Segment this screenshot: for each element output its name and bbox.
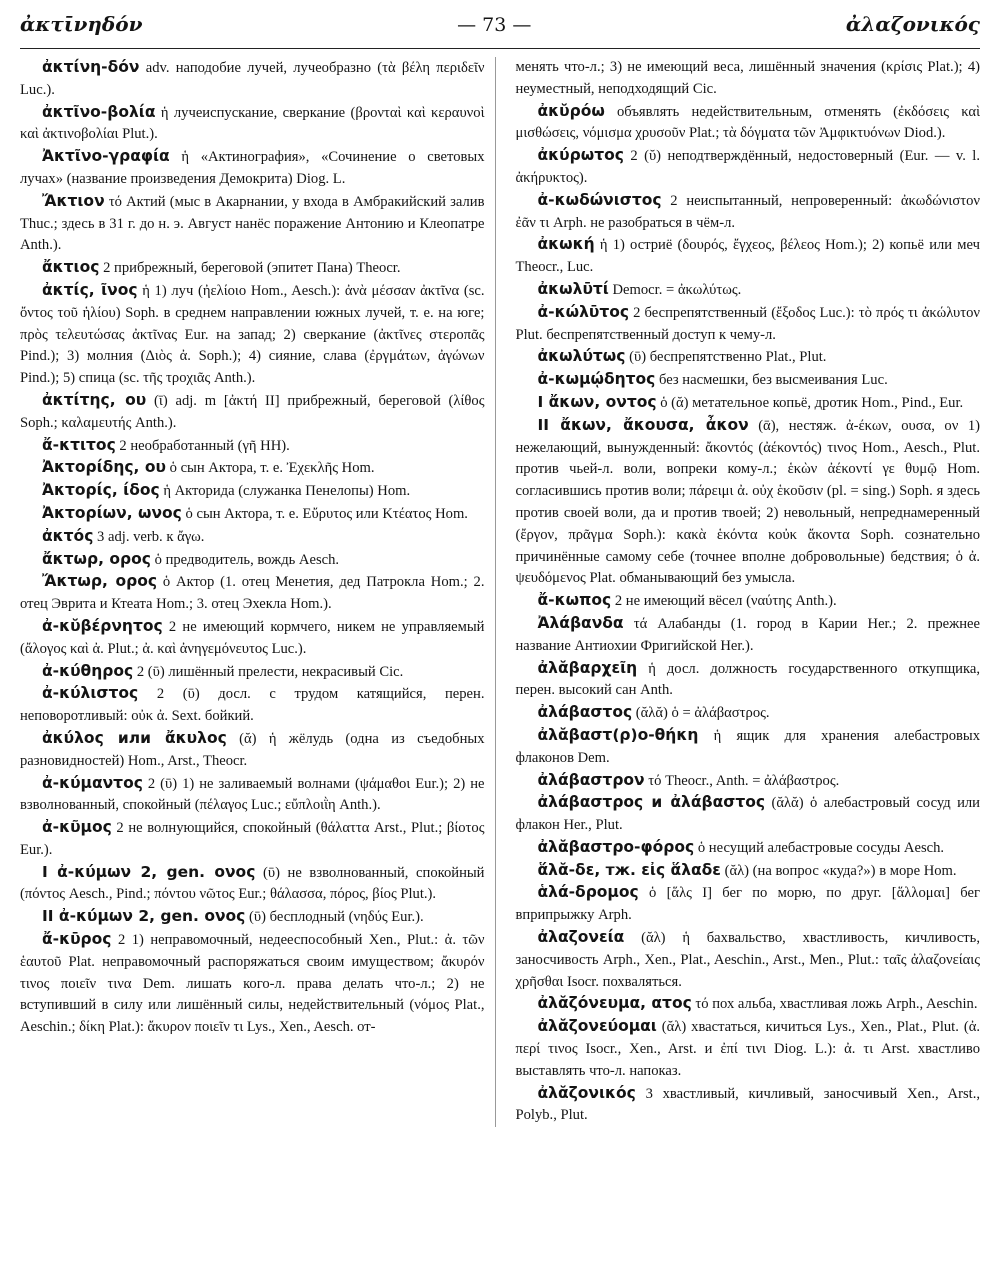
entry-headword: Ἀλάβανδα	[537, 613, 624, 632]
entry-definition: 2 (ῡ) 1) не заливаемый волнами (ψάμαθοι Eur.); 2) не взволнованный, спокойный (πέλαγος Luc.; εὔπλοιῒη Anth.).	[20, 775, 485, 814]
entry-headword: ἀλάβαστρος и ἀλάβαστος	[537, 793, 766, 812]
dictionary-entry	[516, 993, 981, 1016]
entry-headword: ἀ-κύθηρος	[42, 661, 134, 680]
entry-definition: τά Алабанды (1. город в Карии Her.; 2. прежнее название Антиохии Фригийской Her.).	[515, 615, 980, 654]
header-last-word: ἀλαζονικός	[845, 12, 980, 36]
entry-definition: 2 неиспытанный, непроверенный: ἀκωδώνιστον ἐᾶν τι Arph. не разобраться в чём-л.	[515, 192, 980, 231]
dictionary-entry	[516, 190, 981, 235]
dictionary-entry	[20, 480, 485, 503]
dictionary-entry	[20, 257, 485, 280]
entry-headword: ἀκτός	[42, 526, 94, 545]
dictionary-entry	[516, 882, 981, 927]
entry-definition: 2 необработанный (γῆ HH).	[115, 437, 290, 454]
dictionary-entry	[20, 906, 485, 929]
entry-headword: ἀκύρωτος	[537, 146, 624, 165]
entry-definition: 2 (ῡ) лишённый прелести, некрасивый Cic.	[133, 663, 404, 680]
entry-headword: Ἄκτωρ, ορος	[42, 572, 158, 591]
entry-headword: ἀκωλύτως	[537, 347, 626, 366]
dictionary-entry	[20, 503, 485, 526]
entry-definition: 3 adj. verb. к ἄγω.	[93, 528, 205, 545]
entry-definition: τό Theocr., Anth. = ἀλάβαστρος.	[644, 772, 840, 789]
entry-headword: ἄ-κωπος	[537, 591, 612, 610]
entry-definition: 2 прибрежный, береговой (эпитет Пана) Theocr.	[99, 260, 401, 277]
dictionary-entry	[516, 1016, 981, 1082]
dictionary-entry	[516, 279, 981, 302]
entry-definition: (ᾰλᾰ) ὁ = ἀλάβαστρος.	[632, 705, 770, 722]
entry-headword: ἀλᾰζόνευμα, ατος	[537, 994, 692, 1013]
entry-definition: (ᾰλ) (на вопрос «куда?») в море Hom.	[720, 862, 957, 879]
entry-headword: ἀ-κύλιστος	[42, 684, 139, 703]
dictionary-entry	[516, 860, 981, 883]
entry-headword: II ἀ-κύμων 2, gen. ονος	[42, 907, 246, 926]
entry-headword: ἀκτίς, ῖνος	[42, 280, 138, 299]
entry-headword: ἀ-κύμαντος	[42, 773, 143, 792]
dictionary-entry	[20, 146, 485, 191]
dictionary-entry	[20, 57, 485, 102]
header-first-word: ἀκτῑνηδόν	[20, 12, 143, 36]
entry-definition: ἡ 1) луч (ἠελίοιο Hom., Aesch.): ἀνὰ μέσσαν ἀκτῖνα (sc. ὄντος τοῦ ἡλίου) Soph. в среднем направлении южных лучей, т. е. на юге; πρὸς τελευτώσας ἀκτῖνας Eur. на запад; 2) сверкание (ἀκτῖνες στεροπᾶς Pind.); 3) молния (Διὸς ἀ. Soph.); 4) сияние, слава (ἐργμάτων, ἀγώνων Pind.); 5) спица (sc. τῆς τροχιᾶς Anth.).	[20, 282, 485, 387]
dictionary-entry	[516, 1083, 981, 1128]
dictionary-entry	[516, 145, 981, 190]
entry-definition: (ᾰλ) ἡ бахвальство, хвастливость, кичливость, заносчивость Arph., Xen., Plat., Aeschin., Arst., Men., Plut.: ταῖς ἀλαζονείαις χρῆσθαι Isocr. похваляться.	[515, 930, 980, 990]
entry-headword: I ἄκων, οντος	[537, 392, 657, 411]
entry-definition: 2 не имеющий вёсел (ναύτης Anth.).	[611, 593, 837, 610]
entry-definition: ὁ (ᾰ) метательное копьё, дротик Hom., Pind., Eur.	[656, 394, 964, 411]
entry-headword: ἀλάβαστρον	[537, 770, 645, 789]
dictionary-entry	[516, 837, 981, 860]
entry-definition: τό пох альба, хвастливая ложь Arph., Aeschin.	[691, 996, 978, 1013]
entry-headword: ἀκῠρόω	[537, 101, 605, 120]
entry-headword: ἀ-κώλῡτος	[537, 302, 630, 321]
entry-headword: Ἀκτορίς, ίδος	[42, 481, 160, 500]
entry-definition: ὁ Актор (1. отец Менетия, дед Патрокла Hom.; 2. отец Эврита и Ктеата Hom.; 3. отец Эхекла Hom.).	[20, 574, 485, 613]
entry-definition: ἡ лучеиспускание, сверкание (βρονταὶ καὶ κεραυνοὶ καὶ ἀκτινοβολίαι Plut.).	[20, 104, 485, 143]
entry-headword: ἀλάβαστος	[537, 703, 633, 722]
dictionary-entry	[20, 280, 485, 390]
entry-definition: менять что-л.; 3) не имеющий веса, лишённый значения (κρίσις Plat.); 4) неуместный, неподходящий Cic.	[515, 59, 980, 97]
entry-headword: ἁλά-δρομος	[537, 883, 639, 902]
entry-definition: ἡ досл. должность государственного откупщика, перен. высокий сан Anth.	[515, 660, 980, 699]
dictionary-entry	[20, 683, 485, 728]
entry-headword: ἅλᾰ-δε, тж. εἰς ἅλαδε	[537, 860, 721, 879]
entry-headword: ἀ-κῠβέρνητος	[42, 616, 163, 635]
entry-definition: ὁ сын Актора, т. е. Εὔρυτος или Κτέατος Hom.	[181, 505, 468, 522]
dictionary-entry	[20, 526, 485, 549]
dictionary-entry	[20, 929, 485, 1039]
entry-definition: ὁ сын Актора, т. е. Ἐχεκλῆς Hom.	[165, 460, 375, 477]
dictionary-entry	[516, 234, 981, 279]
dictionary-entry	[20, 817, 485, 862]
entry-definition: (ᾰ) ἡ жёлудь (одна из съедобных разновидностей) Hom., Arst., Theocr.	[20, 730, 485, 769]
entry-definition: Democr. = ἀκωλύτως.	[608, 281, 742, 298]
page-number: — 73 —	[457, 14, 532, 36]
entry-headword: ἀλᾰβαρχεῖη	[537, 658, 638, 677]
dictionary-entry	[516, 613, 981, 658]
entry-definition: 2 не волнующийся, спокойный (θάλαττα Arst., Plut.; βίοτος Eur.).	[20, 820, 485, 858]
entry-headword: ἀκύλος или ἄκυλος	[42, 728, 227, 747]
entry-headword: ἀλᾰζονικός	[537, 1083, 636, 1102]
dictionary-entry	[20, 390, 485, 435]
entry-headword: Ἄκτιον	[42, 191, 105, 210]
dictionary-entry	[20, 435, 485, 458]
entry-headword: ἀλᾰβαστ(ρ)ο-θήκη	[537, 725, 699, 744]
entry-headword: Ἀκτῖνο-γραφία	[42, 147, 170, 166]
entry-definition: 2 (ῡ) досл. с трудом катящийся, перен. неповоротливый: οὐκ ἀ. Sext. бойкий.	[20, 686, 485, 725]
dictionary-entry	[20, 862, 485, 907]
running-head	[20, 12, 980, 49]
entry-definition: ἡ 1) остриё (δουρός, ἔγχεος, βέλεος Hom.); 2) копьё или меч Theocr., Luc.	[515, 237, 980, 276]
entry-headword: Ἀκτορίων, ωνος	[42, 503, 182, 522]
dictionary-entry	[20, 661, 485, 684]
entry-headword: ἀ-κωμῴδητος	[537, 370, 656, 389]
entry-headword: ἄκτιος	[42, 258, 100, 277]
text-columns	[20, 57, 980, 1127]
entry-headword: ἄ-κτιτος	[42, 435, 116, 454]
dictionary-entry	[516, 369, 981, 392]
dictionary-entry	[516, 927, 981, 993]
entry-definition: adv. наподобие лучей, лучеобразно (τὰ βέλη περιδεῖν Luc.).	[20, 60, 485, 98]
dictionary-entry	[516, 57, 981, 101]
right-column	[516, 57, 981, 1127]
dictionary-entry	[20, 571, 485, 616]
left-column	[20, 57, 496, 1127]
entry-definition: ὁ предводитель, вождь Aesch.	[150, 551, 340, 568]
dictionary-entry	[516, 346, 981, 369]
entry-headword: I ἀ-κύμων 2, gen. ονος	[42, 862, 256, 881]
entry-definition: ἡ «Актинография», «Сочинение о световых лучах» (название произведения Демокрита) Diog. L.	[20, 149, 485, 187]
entry-definition: без насмешки, без высмеивания Luc.	[655, 372, 888, 389]
entry-headword: ἄκτωρ, ορος	[42, 549, 151, 568]
entry-headword: ἀκτίτης, ου	[42, 390, 147, 409]
entry-headword: ἀ-κῦμος	[42, 818, 112, 837]
entry-definition: 2 беспрепятственный (ἔξοδος Luc.): τὸ πρός τι ἀκώλυτον Plut. беспрепятственный доступ к чему-л.	[515, 304, 980, 343]
entry-definition: (ῡ) не взволнованный, спокойный (πόντος Aesch., Pind.; πόντου νῶτος Eur.; θάλασσα, πόρος, βίος Plut.).	[20, 864, 485, 903]
dictionary-entry	[20, 191, 485, 257]
dictionary-entry	[20, 616, 485, 661]
entry-definition: (ῡ) беспрепятственно Plat., Plut.	[625, 349, 827, 366]
entry-definition: ὁ несущий алебастровые сосуды Aesch.	[694, 839, 945, 856]
entry-definition: объявлять недействительным, отменять (ἐκδόσεις καὶ μισθώσεις, νόμισμα χρυσοῦν Plat.; τὰ δόγματα τῶν Ἀμφικτυόνων Diod.).	[515, 103, 980, 142]
entry-definition: τό Актий (мыс в Акарнании, у входа в Амбракийский залив Thuc.; здесь в 31 г. до н. э. Август нанёс поражение Антонию и Клеопатре Anth.).	[20, 193, 485, 254]
dictionary-entry	[516, 658, 981, 703]
dictionary-entry	[516, 101, 981, 146]
entry-headword: ἀκωλῡτί	[537, 279, 609, 298]
entry-definition: ὁ [ἅλς I] бег по морю, по друг. [ἅλλομαι] бег вприпрыжку Arph.	[515, 885, 980, 924]
dictionary-entry	[20, 102, 485, 147]
entry-definition: ἡ ящик для хранения алебастровых флаконов Dem.	[515, 727, 980, 766]
dictionary-entry	[516, 590, 981, 613]
entry-definition: 3 хвастливый, кичливый, заносчивый Xen., Arst., Polyb., Plut.	[515, 1085, 980, 1124]
dictionary-entry	[516, 770, 981, 793]
entry-headword: ἀκωκή	[537, 235, 595, 254]
entry-headword: ἀλᾰζονεύομαι	[537, 1017, 657, 1036]
entry-headword: ἀκτῖνο-βολία	[42, 102, 156, 121]
dictionary-entry	[516, 302, 981, 347]
entry-definition: (ῡ) бесплодный (νηδύς Eur.).	[245, 909, 424, 926]
dictionary-entry	[20, 457, 485, 480]
entry-definition: 2 не имеющий кормчего, никем не управляемый (ἄλογος καὶ ἀ. Plut.; ἀ. καὶ ἀνηγεμόνευτος Luc.).	[20, 618, 485, 657]
entry-definition: (ῑ) adj. m [ἀκτή II] прибрежный, береговой (λίθος Soph.; καλαμευτής Anth.).	[20, 392, 485, 431]
entry-definition: (ᾰλ) хвастаться, кичиться Lys., Xen., Plat., Plut. (ἀ. περί τινος Isocr., Xen., Arst. и ἐπί τινι Diog. L.): ἀ. τι Arst. хвастливо выставлять что-л. напоказ.	[515, 1019, 980, 1079]
dictionary-entry	[516, 725, 981, 770]
entry-headword: ἀλᾰβαστρο-φόρος	[537, 837, 695, 856]
dictionary-entry	[516, 792, 981, 837]
entry-definition: (ᾱ), нестяж. ἀ-έκων, ουσα, ον 1) нежелающий, вынужденный: ἄκοντός (ἀέκοντός) τινος Hom., Aesch., Plut. против чьей-л. воли, вопреки кому-л.; ἑκὼν ἀέκοντί γε θυμῷ Hom. согласившись против воли; πάρειμι ἀ. οὐχ ἑκοῦσιν (pl. = sing.) Soph. я здесь против своей воли, да и против твоей; 2) невольный, непреднамеренный (ἔργον, πρᾶγμα Soph.): κακὰ ἑκόντα κοὐκ ἄκοντα Soph. сознательно причинённые самому себе (точнее вполне добровольные) бедствия; ὁ ἀ. ψευδόμενος Plat. обманывающий без умысла.	[515, 417, 980, 587]
entry-headword: ἀκτίνη-δόν	[42, 58, 140, 76]
entry-definition: 2 1) неправомочный, недееспособный Xen., Plut.: ἀ. τῶν ἑαυτοῦ Plat. неправомочный распоряжаться своим имуществом; ἄκυρόν τινος ποιεῖν τινα Dem. лишать кого-л. права делать что-л.; 2) не вступивший в силу или лишённый силы, недействительный (νόμος Plat., Aeschin.; δίκη Plat.): ἄκυρον ποιεῖν τι Lys., Xen., Aesch. от-	[20, 932, 485, 1036]
entry-headword: ἀ-κωδώνιστος	[537, 190, 662, 209]
dictionary-entry	[20, 728, 485, 773]
entry-headword: II ἄκων, ἄκουσα, ἆκον	[537, 415, 749, 434]
dictionary-entry	[516, 702, 981, 725]
dictionary-entry	[20, 549, 485, 572]
entry-definition: 2 (ῠ) неподтверждённый, недостоверный (Eur. — v. l. ἀκήρυκτος).	[515, 148, 980, 186]
entry-definition: (ᾰλᾰ) ὁ алебастровый сосуд или флакон Her., Plut.	[515, 795, 980, 834]
entry-headword: ἀλαζονεία	[537, 928, 625, 947]
dictionary-entry	[20, 773, 485, 818]
dictionary-entry	[516, 392, 981, 415]
entry-headword: Ἀκτορίδης, ου	[42, 458, 166, 477]
entry-headword: ἄ-κῡρος	[42, 930, 112, 949]
dictionary-entry	[516, 415, 981, 590]
entry-definition: ἡ Акторида (служанка Пенелопы) Hom.	[159, 483, 411, 500]
